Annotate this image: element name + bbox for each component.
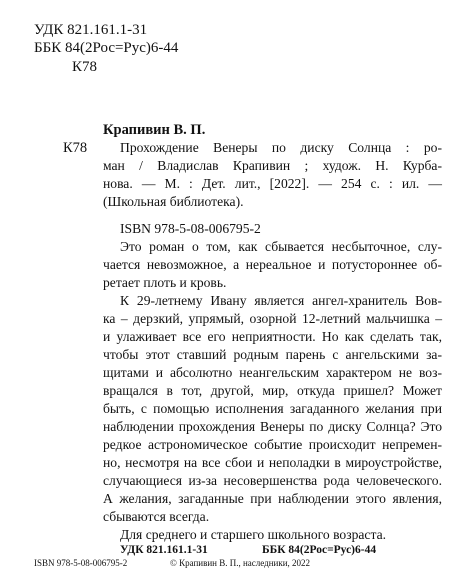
annotation-line: редкое астрономическое событие происходит непремен- [103,437,442,452]
annotation-line: Это роман о том, как сбывается несбыточное, слу- [120,239,442,254]
annotation-line: щитами и абсолютно неангельским характером не воз- [103,365,442,380]
annotation-line: и улаживает все его неприятности. Но как сделать так, [103,329,442,344]
description-line: нова. — М. : Дет. лит., [2022]. — 254 с. : ил. — [103,176,442,191]
side-author-mark: К78 [63,140,88,156]
description-line: ман / Владислав Крапивин ; худож. Н. Курба- [103,158,442,173]
annotation-line: вращался в тот, другой, мир, откуда пришел? Может [103,383,442,398]
annotation-line: чтобы этот ставший родным парень с ангельскими за- [103,347,442,362]
annotation-line: сбываются всегда. [103,509,210,524]
description-line: Прохождение Венеры по диску Солнца : ро- [120,140,442,155]
annotation-line: наблюдении прохождения Венеры по диску Солнца? Это [103,419,442,434]
description-line: (Школьная библиотека). [103,194,244,209]
udk-code-bottom: УДК 821.161.1-31 [120,544,208,556]
annotation-line: быть, с помощью исполнения загаданного желания при [103,401,442,416]
bbk-code-top: ББК 84(2Рос=Рус)6-44 [34,40,179,56]
annotation-line: ка – дерзкий, упрямый, озорной 12-летний мальчишка – [103,311,442,326]
bbk-code-bottom: ББК 84(2Рос=Рус)6-44 [262,544,377,556]
annotation-line: чается невозможное, а нереальное и потустороннее об- [103,257,442,272]
annotation-line: случающиеся из-за несовершенства рода человеческого. [103,473,442,488]
annotation-line: ретает плоть и кровь. [103,275,227,290]
udk-code-top: УДК 821.161.1-31 [34,22,148,38]
copyright-line: © Крапивин В. П., наследники, 2022 [170,558,311,568]
isbn-entry: ISBN 978-5-08-006795-2 [120,221,261,236]
isbn-footer: ISBN 978-5-08-006795-2 [34,558,128,568]
annotation-line: К 29-летнему Ивану является ангел-хранитель Вов- [120,293,442,308]
author-name: Крапивин В. П. [103,122,206,138]
audience-note: Для среднего и старшего школьного возраста. [120,527,387,542]
annotation-line: но, несмотря на все сбои и неполадки в мироустройстве, [103,455,442,470]
annotation-line: А желания, загаданные при наблюдении этого явления, [103,491,442,506]
author-sign-top: К78 [72,59,98,75]
